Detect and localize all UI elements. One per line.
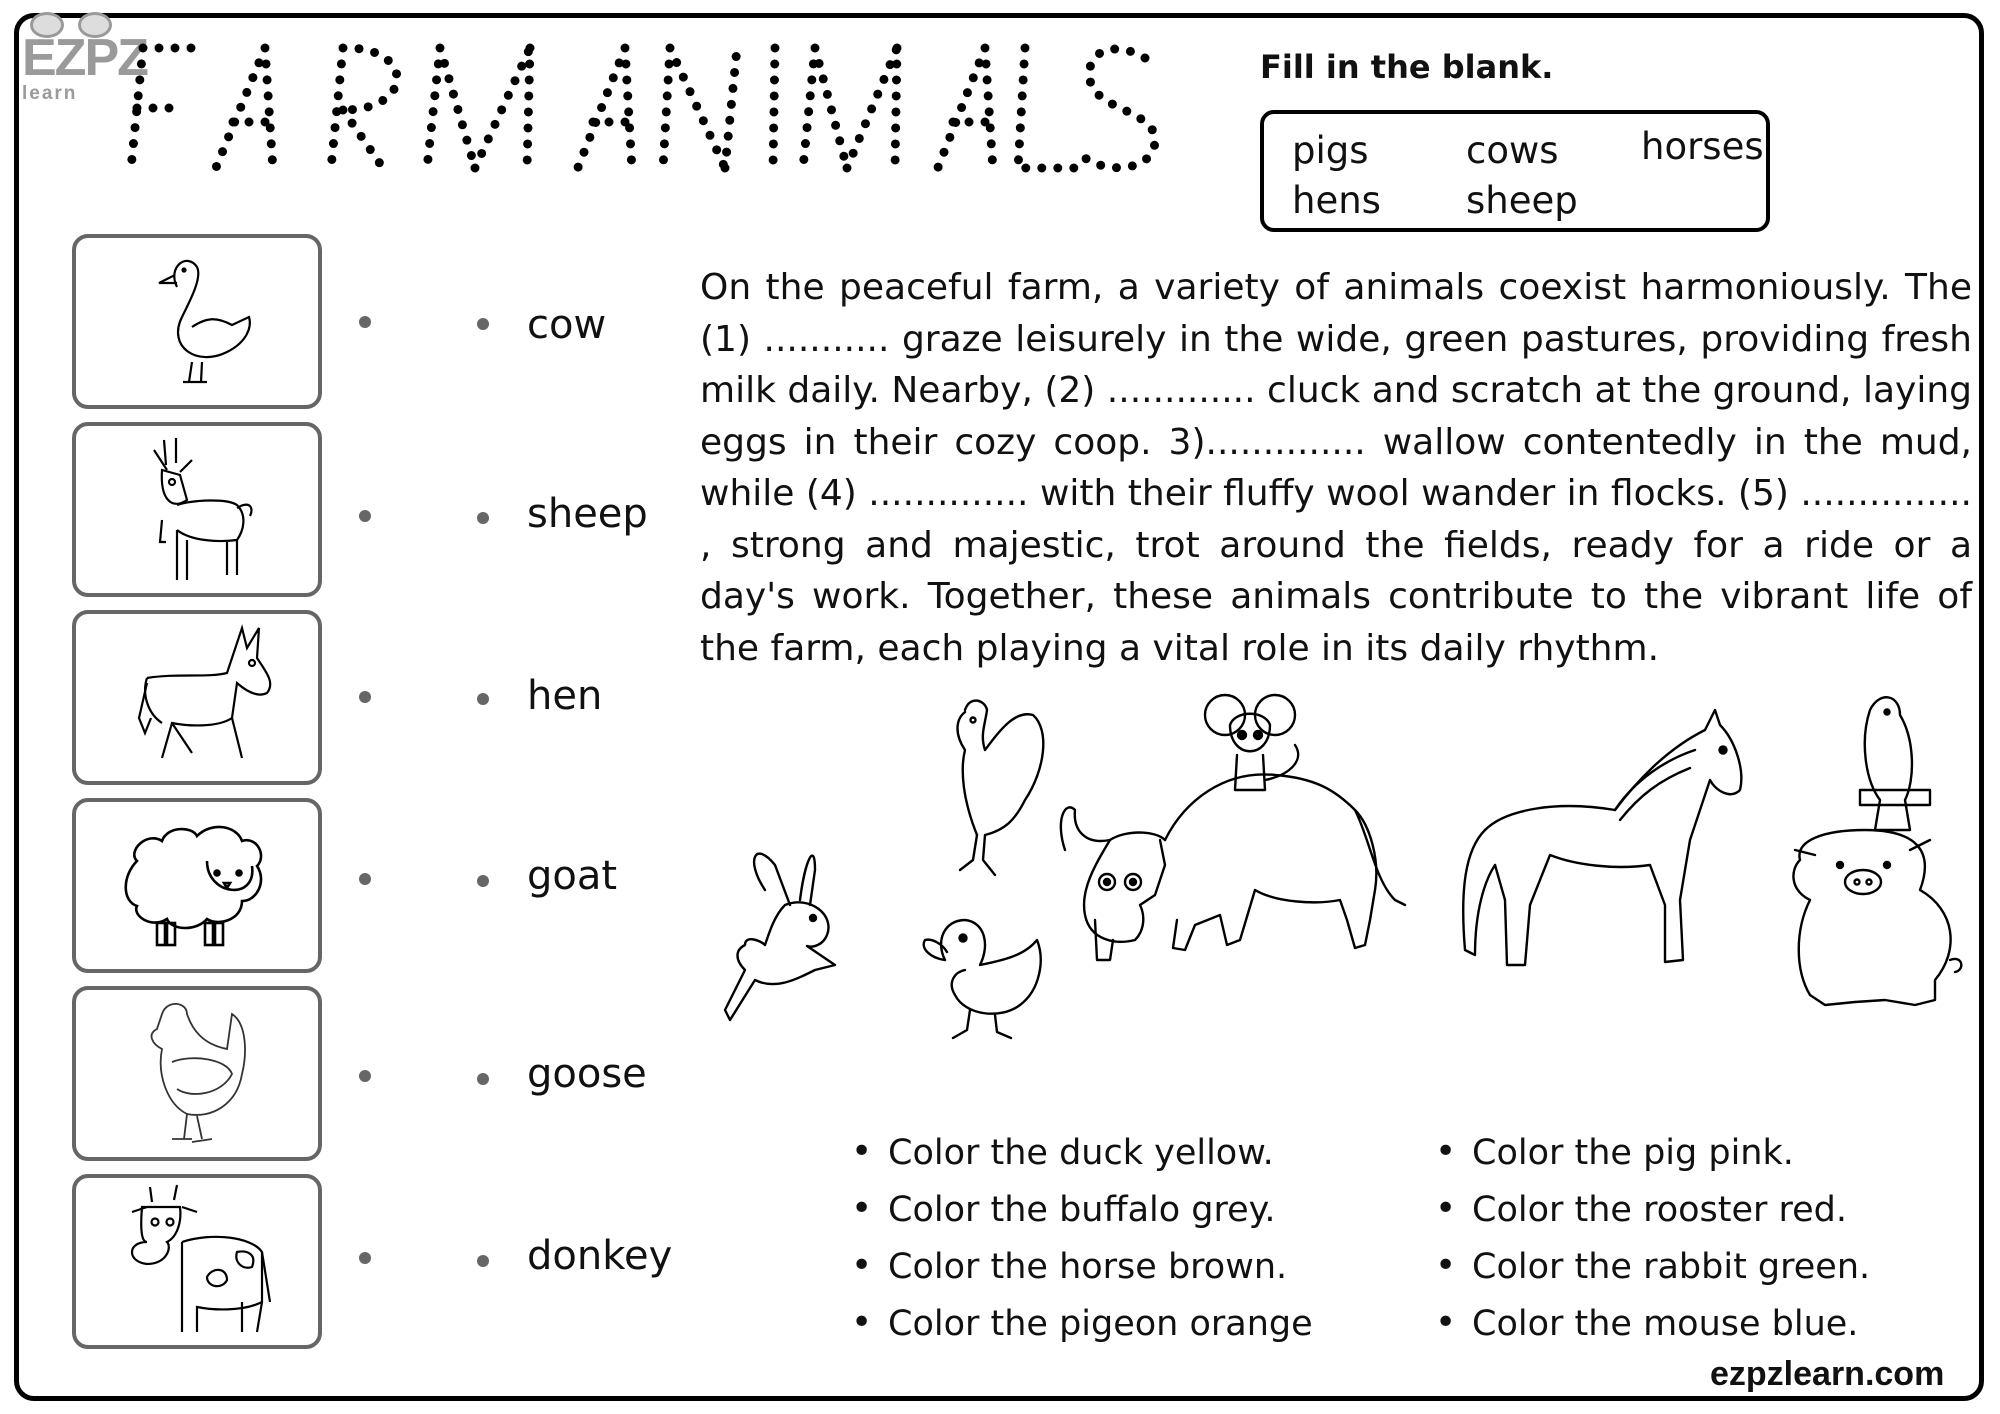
picture-card-sheep	[72, 798, 322, 973]
word-bank	[1260, 110, 1770, 232]
match-word: hen	[527, 673, 603, 719]
goose-icon	[137, 247, 257, 397]
pig-icon	[1793, 830, 1961, 1005]
coloring-instruction: • Color the buffalo grey.	[888, 1193, 1276, 1228]
fill-in-passage: On the peaceful farm, a variety of animals coexist harmoniously. The (1) ........... graze leisurely in the wide, green pastures, providing fresh milk daily. Nearby, (2) ............. cluck and scratch at the ground, laying eggs in their cozy coop. 3).............. wallow contentedly in the mud, while (4) .............. with their fluffy wool wander in flocks. (5) ............... , strong and majestic, trot around the fields, ready for a ride or a day's work. Together, these animals contribute to the vibrant life of the farm, each playing a vital role in its daily rhythm.	[700, 267, 1972, 669]
match-dot-left[interactable]	[359, 1252, 371, 1264]
word-bank-item: pigs	[1292, 129, 1369, 172]
coloring-instruction: • Color the mouse blue.	[1472, 1307, 1858, 1342]
match-word: donkey	[527, 1233, 673, 1279]
word-bank-item: horses	[1641, 125, 1764, 168]
match-dot-left[interactable]	[359, 873, 371, 885]
match-word: goose	[527, 1051, 647, 1097]
coloring-instruction: • Color the rabbit green.	[1472, 1250, 1870, 1285]
goat-icon	[132, 430, 262, 590]
rabbit-icon	[725, 854, 835, 1020]
duck-icon	[924, 920, 1041, 1038]
horse-icon	[1463, 710, 1741, 965]
picture-card-goose	[72, 234, 322, 409]
hen-icon	[132, 994, 262, 1154]
match-dot-right[interactable]	[477, 318, 489, 330]
match-word: goat	[527, 853, 618, 899]
match-word: cow	[527, 302, 607, 348]
sheep-icon	[117, 811, 277, 961]
match-dot-right[interactable]	[477, 512, 489, 524]
page-title-dotted	[125, 40, 1165, 180]
match-dot-left[interactable]	[359, 510, 371, 522]
match-dot-left[interactable]	[359, 1070, 371, 1082]
word-bank-item: sheep	[1466, 179, 1578, 222]
match-dot-left[interactable]	[359, 691, 371, 703]
coloring-instruction: • Color the duck yellow.	[888, 1136, 1274, 1171]
fill-in-heading: Fill in the blank.	[1260, 48, 1554, 86]
match-dot-right[interactable]	[477, 875, 489, 887]
pigeon-icon	[1860, 697, 1930, 830]
logo-text: EZPZ	[22, 29, 147, 87]
picture-card-hen	[72, 986, 322, 1161]
ezpz-logo	[18, 10, 147, 104]
picture-card-goat	[72, 422, 322, 597]
donkey-icon	[117, 618, 277, 778]
coloring-instruction: • Color the horse brown.	[888, 1250, 1287, 1285]
rooster-icon	[958, 701, 1044, 875]
picture-card-donkey	[72, 610, 322, 785]
match-word: sheep	[527, 491, 648, 537]
website-footer: ezpzlearn.com	[1710, 1355, 1945, 1393]
picture-card-cow	[72, 1174, 322, 1349]
logo-subtext: learn	[22, 83, 78, 104]
match-dot-left[interactable]	[359, 316, 371, 328]
word-bank-item: cows	[1466, 129, 1559, 172]
coloring-instruction: • Color the pigeon orange	[888, 1307, 1313, 1342]
coloring-instruction: • Color the rooster red.	[1472, 1193, 1847, 1228]
word-bank-item: hens	[1292, 179, 1381, 222]
match-dot-right[interactable]	[477, 1073, 489, 1085]
farm-animals-coloring-scene	[715, 690, 1985, 1130]
match-dot-right[interactable]	[477, 1255, 489, 1267]
match-dot-right[interactable]	[477, 693, 489, 705]
cow-icon	[112, 1182, 282, 1342]
buffalo-icon	[1061, 774, 1405, 960]
coloring-instruction: • Color the pig pink.	[1472, 1136, 1794, 1171]
